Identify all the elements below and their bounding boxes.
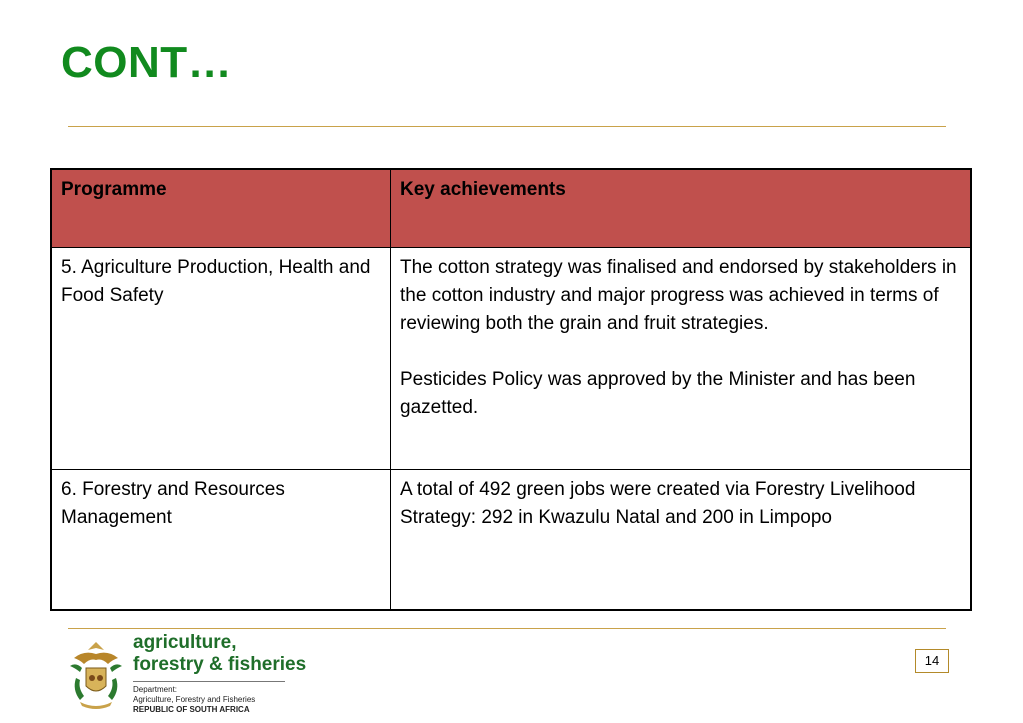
table-row: [51, 470, 971, 611]
programme-text: 6. Forestry and Resources Management: [61, 479, 285, 528]
table-header-row: [51, 169, 971, 248]
programme-cell: [51, 470, 391, 611]
dept-line-3: REPUBLIC OF SOUTH AFRICA: [133, 705, 250, 714]
top-divider: [68, 126, 946, 127]
dept-line-1: Department:: [133, 685, 178, 694]
header-programme: Programme: [51, 169, 391, 248]
page-number: 14: [915, 649, 949, 673]
brand-divider: [133, 681, 285, 682]
achievement-text: The cotton strategy was finalised and endorsed by stakeholders in the cotton industry and major progress was achieved in terms of reviewing both the grain and fruit strategies.: [400, 257, 957, 334]
achievements-table: [50, 168, 972, 611]
achievements-cell: [391, 248, 972, 470]
achievements-cell: [391, 470, 972, 611]
programme-cell: [51, 248, 391, 470]
brand-line-2: forestry & fisheries: [133, 654, 307, 675]
bottom-divider: [68, 628, 946, 629]
department-brand: [133, 632, 306, 715]
header-key-achievements: Key achievements: [391, 169, 972, 248]
achievement-text: A total of 492 green jobs were created via Forestry Livelihood Strategy: 292 in Kwazulu Natal and 200 in Limpopo: [400, 479, 916, 528]
programme-text: 5. Agriculture Production, Health and Food Safety: [61, 257, 371, 306]
achievement-text: Pesticides Policy was approved by the Minister and has been gazetted.: [400, 369, 916, 418]
coat-of-arms-icon: [66, 638, 126, 712]
page-title: CONT…: [61, 38, 233, 87]
brand-line-1: agriculture,: [133, 632, 237, 653]
dept-line-2: Agriculture, Forestry and Fisheries: [133, 695, 256, 704]
table-row: [51, 248, 971, 470]
